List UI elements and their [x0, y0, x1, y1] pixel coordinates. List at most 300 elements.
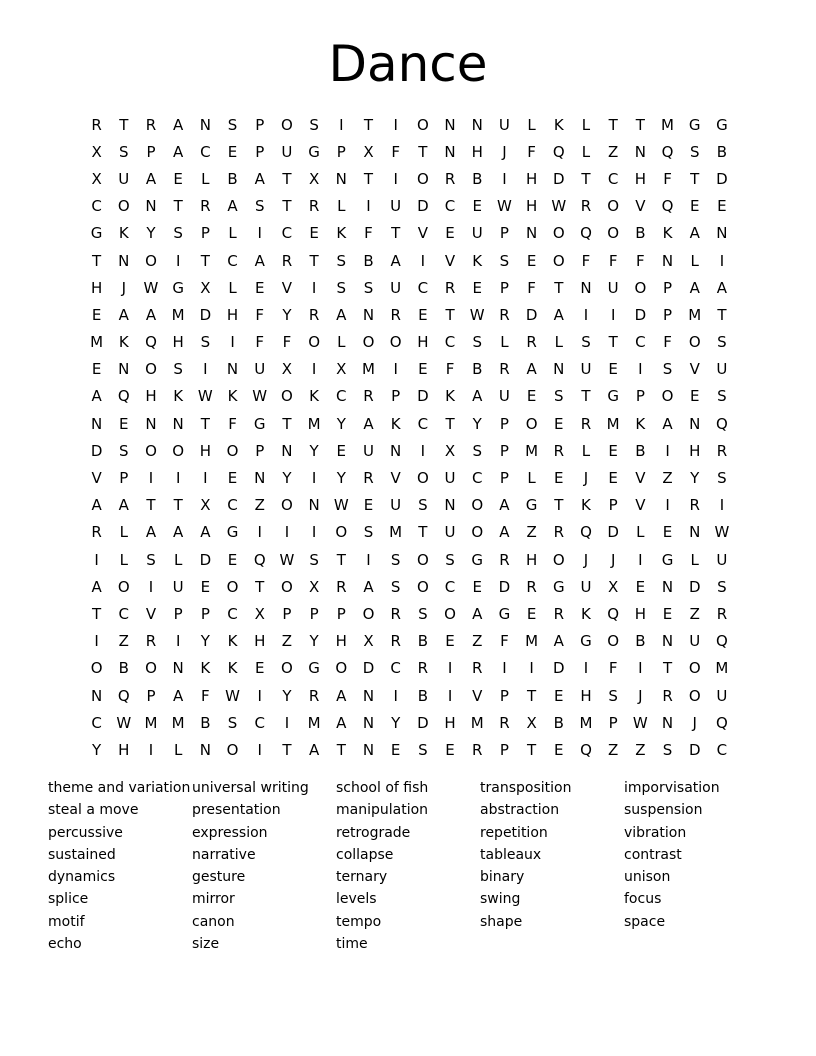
grid-letter: R: [390, 632, 401, 651]
grid-letter: N: [281, 441, 293, 460]
grid-letter: S: [390, 577, 401, 596]
grid-letter: A: [553, 632, 564, 651]
grid-letter: Y: [309, 441, 319, 460]
grid-letter: O: [226, 740, 239, 759]
grid-letter: R: [553, 441, 564, 460]
word-item: theme and variation: [48, 780, 191, 796]
grid-row: [83, 274, 743, 301]
grid-letter: Q: [580, 740, 592, 759]
grid-letter: X: [363, 142, 374, 161]
grid-letter: X: [608, 577, 619, 596]
grid-letter: O: [281, 387, 293, 406]
grid-letter: O: [552, 251, 565, 270]
grid-letter: B: [417, 686, 428, 705]
grid-letter: O: [145, 441, 157, 460]
grid-letter: L: [173, 550, 183, 569]
grid-letter: E: [91, 305, 102, 324]
grid-letter: A: [200, 523, 211, 542]
grid-letter: K: [118, 333, 129, 352]
grid-letter: I: [94, 632, 99, 651]
grid-letter: S: [418, 740, 428, 759]
grid-letter: V: [145, 604, 157, 623]
grid-letter: G: [471, 550, 484, 569]
grid-letter: T: [554, 496, 564, 515]
grid-letter: O: [308, 333, 320, 352]
grid-letter: D: [688, 577, 701, 596]
grid-row: [83, 573, 743, 600]
grid-letter: T: [119, 115, 129, 134]
grid-letter: B: [635, 224, 646, 243]
letter-grid: [83, 111, 743, 764]
grid-letter: S: [336, 278, 347, 297]
grid-letter: O: [471, 496, 484, 515]
grid-letter: U: [580, 577, 592, 596]
grid-letter: N: [689, 414, 701, 433]
grid-letter: T: [309, 251, 319, 270]
word-item: tableaux: [480, 846, 542, 863]
grid-letter: N: [308, 496, 320, 515]
grid-letter: I: [583, 305, 589, 324]
grid-letter: J: [638, 686, 643, 705]
grid-letter: P: [200, 224, 210, 243]
grid-letter: K: [173, 387, 184, 406]
grid-letter: Z: [118, 632, 129, 651]
grid-letter: U: [716, 686, 728, 705]
grid-letter: U: [444, 523, 456, 542]
grid-letter: U: [390, 278, 402, 297]
grid-letter: N: [471, 115, 483, 134]
grid-letter: A: [91, 496, 102, 515]
grid-letter: E: [554, 469, 564, 488]
grid-letter: N: [362, 713, 375, 732]
grid-letter: S: [717, 387, 727, 406]
word-item: steal a move: [48, 802, 139, 819]
grid-letter: Z: [662, 469, 673, 488]
word-item: school of fish: [336, 780, 429, 796]
grid-letter: I: [203, 469, 208, 488]
grid-letter: I: [393, 686, 398, 705]
grid-letter: E: [363, 496, 374, 515]
grid-letter: T: [336, 740, 346, 759]
grid-letter: E: [200, 577, 211, 596]
grid-letter: I: [665, 496, 670, 515]
grid-letter: A: [227, 197, 238, 216]
grid-letter: M: [525, 632, 539, 651]
grid-letter: B: [200, 713, 211, 732]
grid-letter: R: [553, 523, 564, 542]
grid-letter: Q: [716, 632, 728, 651]
grid-letter: X: [363, 632, 374, 651]
grid-letter: U: [471, 224, 483, 243]
grid-letter: A: [526, 360, 537, 379]
grid-letter: A: [472, 387, 483, 406]
grid-letter: G: [716, 115, 728, 134]
grid-letter: O: [688, 333, 701, 352]
grid-letter: A: [363, 577, 374, 596]
grid-letter: L: [173, 740, 183, 759]
grid-letter: E: [526, 387, 537, 406]
grid-letter: R: [145, 115, 157, 134]
grid-letter: H: [90, 278, 103, 297]
grid-letter: W: [551, 197, 567, 216]
grid-letter: L: [581, 441, 591, 460]
grid-letter: L: [527, 115, 536, 134]
grid-letter: Z: [608, 142, 619, 161]
grid-letter: O: [416, 469, 429, 488]
word-item: levels: [336, 891, 377, 908]
grid-row: [83, 301, 743, 328]
grid-letter: R: [716, 441, 728, 460]
grid-letter: P: [391, 387, 401, 406]
grid-letter: T: [581, 169, 591, 188]
grid-letter: E: [173, 169, 183, 188]
grid-letter: I: [311, 360, 317, 379]
grid-letter: C: [227, 604, 238, 623]
word-item: transposition: [480, 780, 572, 796]
grid-letter: A: [336, 305, 347, 324]
grid-letter: P: [255, 142, 265, 161]
grid-letter: T: [445, 414, 455, 433]
grid-letter: P: [499, 278, 509, 297]
grid-letter: U: [390, 496, 402, 515]
grid-letter: W: [225, 686, 240, 705]
word-item: imporvisation: [624, 780, 720, 796]
grid-letter: R: [281, 251, 293, 270]
grid-letter: J: [502, 142, 507, 161]
grid-letter: E: [472, 577, 482, 596]
grid-letter: G: [661, 550, 674, 569]
grid-letter: E: [91, 360, 102, 379]
grid-letter: U: [281, 142, 293, 161]
grid-letter: T: [363, 115, 374, 134]
grid-letter: E: [227, 142, 238, 161]
word-column: [336, 777, 480, 955]
grid-letter: F: [391, 142, 400, 161]
word-item: universal writing: [192, 780, 309, 796]
grid-letter: U: [390, 197, 402, 216]
grid-letter: N: [525, 224, 538, 243]
word-item: echo: [48, 936, 82, 953]
grid-row: [83, 600, 743, 627]
grid-letter: V: [472, 686, 483, 705]
page-title: Dance: [328, 35, 488, 93]
grid-letter: O: [362, 333, 375, 352]
grid-letter: G: [607, 387, 619, 406]
grid-letter: H: [580, 686, 592, 705]
grid-letter: W: [279, 550, 295, 569]
grid-letter: M: [307, 414, 321, 433]
word-item: abstraction: [480, 802, 560, 819]
grid-letter: F: [201, 686, 210, 705]
grid-letter: J: [610, 550, 616, 569]
grid-letter: B: [635, 441, 646, 460]
grid-letter: C: [471, 469, 483, 488]
grid-letter: F: [445, 360, 455, 379]
grid-letter: R: [145, 632, 157, 651]
grid-letter: Q: [661, 197, 674, 216]
grid-letter: T: [173, 496, 183, 515]
grid-letter: K: [553, 115, 564, 134]
grid-letter: N: [716, 224, 728, 243]
grid-letter: S: [227, 713, 238, 732]
grid-letter: S: [336, 251, 347, 270]
grid-letter: T: [282, 414, 292, 433]
word-column: [192, 777, 336, 955]
grid-letter: P: [608, 713, 618, 732]
grid-letter: G: [308, 659, 320, 678]
grid-letter: S: [146, 550, 156, 569]
grid-letter: N: [444, 142, 456, 161]
grid-letter: M: [661, 115, 674, 134]
grid-row: [83, 492, 743, 519]
grid-letter: W: [714, 523, 730, 542]
grid-letter: N: [661, 251, 674, 270]
grid-letter: E: [254, 659, 265, 678]
grid-letter: D: [716, 169, 728, 188]
grid-letter: D: [199, 550, 212, 569]
grid-letter: E: [689, 197, 700, 216]
grid-letter: E: [472, 278, 482, 297]
grid-letter: P: [255, 441, 265, 460]
grid-letter: M: [715, 659, 729, 678]
grid-letter: M: [579, 713, 593, 732]
grid-letter: N: [553, 360, 565, 379]
grid-letter: N: [254, 469, 266, 488]
grid-letter: A: [173, 523, 184, 542]
grid-letter: V: [635, 496, 646, 515]
grid-letter: I: [257, 523, 262, 542]
grid-letter: X: [444, 441, 456, 460]
grid-letter: X: [200, 278, 211, 297]
grid-letter: W: [116, 713, 132, 732]
grid-letter: L: [690, 550, 699, 569]
grid-row: [83, 519, 743, 546]
grid-letter: C: [444, 333, 456, 352]
grid-letter: S: [418, 496, 428, 515]
word-item: sustained: [48, 846, 116, 863]
grid-letter: Q: [253, 550, 266, 569]
grid-letter: I: [257, 224, 262, 243]
grid-letter: Q: [716, 713, 728, 732]
grid-letter: S: [200, 333, 211, 352]
grid-letter: R: [472, 659, 483, 678]
grid-letter: I: [502, 169, 507, 188]
grid-letter: J: [692, 713, 697, 732]
grid-letter: T: [282, 197, 292, 216]
grid-letter: N: [661, 632, 674, 651]
grid-letter: I: [175, 469, 181, 488]
grid-letter: W: [469, 305, 485, 324]
grid-letter: X: [200, 496, 211, 515]
grid-letter: I: [393, 169, 398, 188]
grid-letter: E: [608, 469, 618, 488]
grid-letter: E: [662, 523, 673, 542]
grid-letter: G: [226, 523, 239, 542]
grid-letter: H: [145, 387, 157, 406]
grid-letter: F: [500, 632, 509, 651]
grid-letter: Y: [336, 414, 346, 433]
grid-row: [83, 655, 743, 682]
grid-letter: C: [444, 577, 456, 596]
grid-letter: W: [143, 278, 159, 297]
grid-letter: N: [145, 197, 157, 216]
grid-letter: I: [447, 686, 453, 705]
grid-letter: F: [255, 333, 265, 352]
grid-letter: O: [416, 550, 429, 569]
grid-letter: B: [472, 169, 483, 188]
word-list: [48, 777, 768, 955]
grid-letter: V: [417, 224, 428, 243]
grid-letter: O: [661, 387, 674, 406]
grid-row: [83, 165, 743, 192]
grid-letter: G: [688, 115, 701, 134]
grid-letter: O: [607, 632, 620, 651]
word-item: tempo: [336, 913, 382, 930]
grid-letter: X: [254, 604, 265, 623]
grid-letter: H: [172, 333, 184, 352]
grid-letter: C: [607, 169, 619, 188]
grid-letter: E: [526, 604, 537, 623]
grid-letter: I: [339, 115, 344, 134]
grid-letter: O: [172, 441, 185, 460]
grid-letter: I: [393, 360, 398, 379]
grid-letter: I: [284, 523, 290, 542]
grid-letter: E: [635, 577, 646, 596]
grid-letter: T: [527, 740, 537, 759]
grid-letter: A: [336, 686, 347, 705]
grid-letter: P: [499, 224, 509, 243]
grid-letter: I: [148, 740, 154, 759]
grid-letter: S: [717, 333, 727, 352]
grid-letter: U: [118, 169, 130, 188]
grid-letter: L: [581, 115, 591, 134]
grid-letter: O: [688, 659, 701, 678]
grid-letter: P: [499, 740, 509, 759]
grid-letter: E: [717, 197, 727, 216]
grid-letter: H: [525, 169, 538, 188]
grid-letter: Y: [282, 469, 292, 488]
word-item: vibration: [624, 824, 687, 841]
grid-letter: E: [445, 740, 455, 759]
grid-letter: P: [173, 604, 183, 623]
grid-letter: E: [526, 251, 537, 270]
grid-letter: N: [145, 414, 157, 433]
grid-letter: O: [226, 441, 239, 460]
grid-letter: F: [255, 305, 265, 324]
word-item: unison: [624, 869, 671, 886]
grid-letter: F: [282, 333, 292, 352]
grid-letter: I: [203, 360, 208, 379]
grid-letter: T: [608, 333, 618, 352]
grid-letter: I: [230, 333, 235, 352]
grid-letter: H: [254, 632, 266, 651]
grid-letter: K: [227, 632, 238, 651]
word-item: narrative: [192, 846, 256, 863]
grid-letter: T: [418, 523, 428, 542]
grid-letter: P: [309, 604, 319, 623]
grid-row: [83, 709, 743, 736]
grid-letter: E: [418, 305, 428, 324]
grid-letter: T: [173, 197, 183, 216]
grid-letter: B: [118, 659, 129, 678]
grid-letter: P: [336, 142, 346, 161]
grid-letter: U: [498, 387, 510, 406]
grid-letter: A: [173, 115, 184, 134]
grid-letter: A: [499, 523, 510, 542]
grid-letter: D: [498, 577, 511, 596]
grid-letter: L: [337, 197, 346, 216]
grid-letter: R: [499, 305, 510, 324]
grid-letter: N: [118, 251, 130, 270]
grid-letter: Y: [309, 632, 319, 651]
grid-letter: R: [417, 659, 429, 678]
grid-letter: S: [227, 115, 238, 134]
grid-letter: P: [608, 496, 618, 515]
grid-letter: I: [175, 251, 181, 270]
grid-letter: S: [499, 251, 510, 270]
grid-letter: O: [416, 577, 429, 596]
word-item: suspension: [624, 802, 703, 819]
grid-letter: T: [608, 115, 618, 134]
grid-letter: Y: [472, 414, 482, 433]
grid-letter: K: [309, 387, 320, 406]
grid-letter: V: [689, 360, 700, 379]
grid-letter: A: [145, 305, 157, 324]
grid-letter: T: [363, 169, 374, 188]
grid-letter: O: [117, 197, 130, 216]
grid-letter: K: [445, 387, 455, 406]
grid-letter: C: [417, 278, 429, 297]
grid-letter: I: [529, 659, 534, 678]
grid-letter: R: [526, 577, 537, 596]
grid-letter: G: [172, 278, 184, 297]
grid-letter: O: [607, 224, 620, 243]
grid-letter: X: [308, 169, 320, 188]
grid-letter: N: [90, 414, 103, 433]
grid-letter: T: [554, 278, 564, 297]
grid-letter: S: [254, 197, 265, 216]
grid-letter: G: [525, 496, 538, 515]
grid-letter: H: [634, 604, 646, 623]
word-item: dynamics: [48, 869, 116, 886]
grid-letter: D: [417, 197, 429, 216]
grid-letter: R: [363, 387, 374, 406]
grid-letter: O: [281, 115, 293, 134]
grid-letter: S: [717, 469, 727, 488]
grid-letter: I: [257, 740, 262, 759]
word-item: binary: [480, 869, 525, 886]
grid-letter: A: [118, 496, 129, 515]
grid-row: [83, 410, 743, 437]
grid-letter: B: [553, 713, 564, 732]
grid-letter: P: [119, 469, 129, 488]
grid-letter: H: [199, 441, 211, 460]
grid-letter: I: [583, 659, 589, 678]
grid-letter: E: [689, 387, 700, 406]
grid-letter: T: [391, 224, 401, 243]
grid-letter: T: [200, 251, 210, 270]
grid-letter: P: [499, 441, 509, 460]
grid-letter: S: [608, 686, 618, 705]
grid-letter: S: [309, 115, 319, 134]
grid-letter: A: [689, 278, 700, 297]
grid-letter: S: [119, 441, 129, 460]
grid-letter: A: [254, 169, 265, 188]
grid-letter: O: [444, 604, 456, 623]
grid-letter: P: [635, 387, 645, 406]
grid-letter: D: [607, 523, 619, 542]
grid-letter: N: [661, 713, 674, 732]
